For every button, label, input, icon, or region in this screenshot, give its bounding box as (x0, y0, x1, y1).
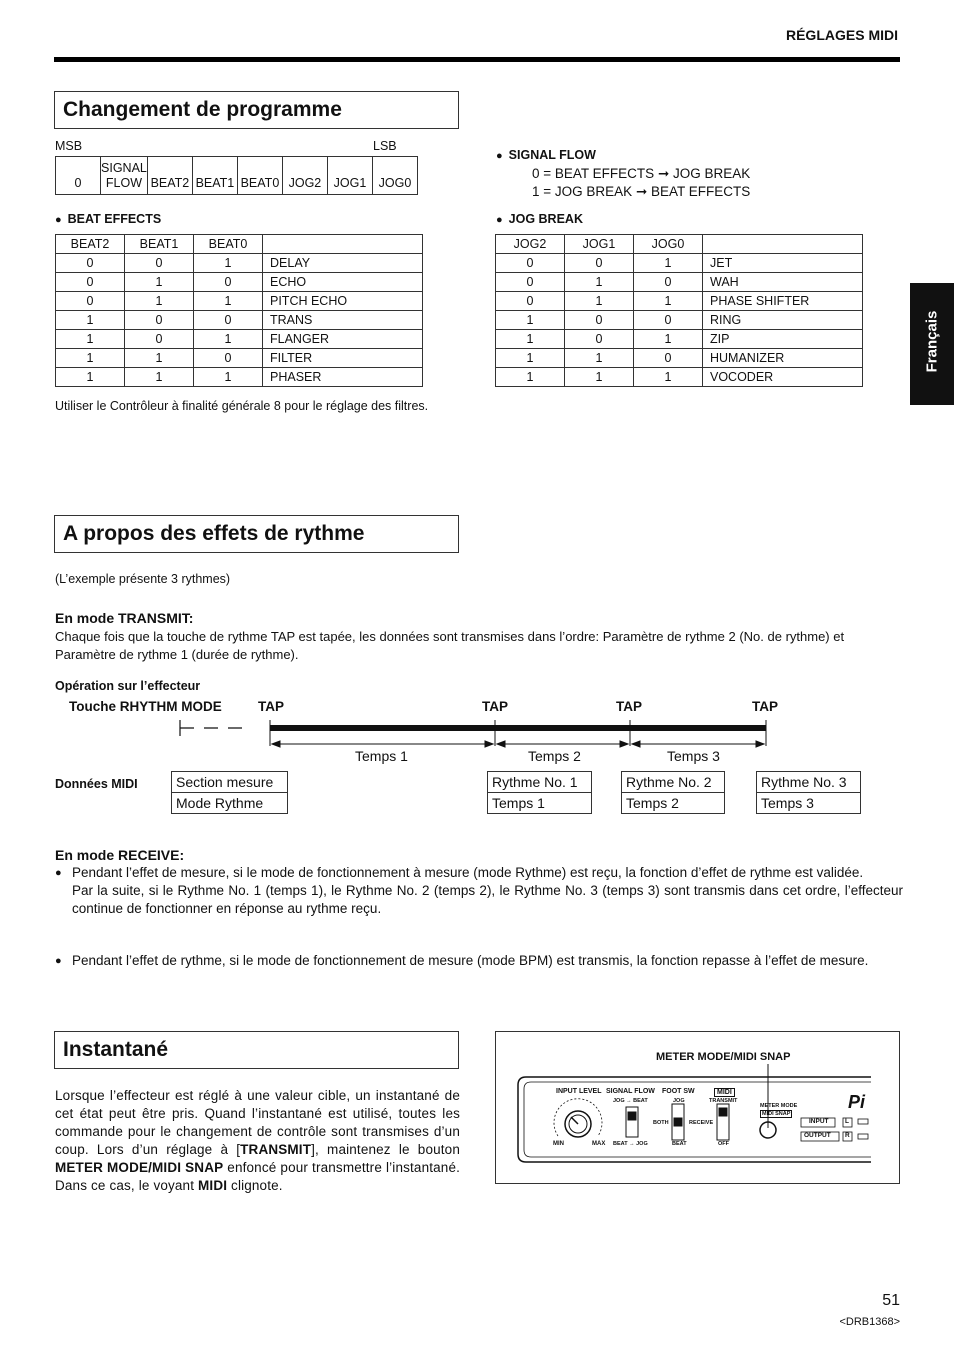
effect-name-cell: ECHO (263, 273, 423, 292)
table-row (496, 292, 863, 311)
bit-value-cell: 1 (634, 330, 703, 349)
beat_effects-header-cell (263, 235, 423, 254)
bit-value-cell: 1 (194, 368, 263, 387)
effect-name-cell: ZIP (703, 330, 863, 349)
bit-value-cell: 1 (565, 349, 634, 368)
bit-value-cell: 1 (565, 292, 634, 311)
bit-value-cell: 0 (634, 349, 703, 368)
table-row (56, 368, 423, 387)
midi-data-label: Données MIDI (55, 777, 138, 791)
language-tab-label: Français (923, 310, 941, 373)
panel-max: MAX (592, 1141, 606, 1147)
table-row (496, 330, 863, 349)
bit-value-cell: 0 (194, 311, 263, 330)
table-row (496, 311, 863, 330)
bit-value-cell: 0 (125, 330, 194, 349)
bit-value-cell: 0 (125, 311, 194, 330)
panel-off: OFF (718, 1141, 729, 1147)
section-title-rhythm: A propos des effets de rythme (54, 515, 459, 553)
arrow-right-icon: ➞ (657, 166, 670, 181)
bit-value-cell: 0 (565, 254, 634, 273)
bit-value-cell: 0 (56, 292, 125, 311)
receive-bullet-2: ● Pendant l’effet de rythme, si le mode de fonctionnement de mesure (mode BPM) est transmis, la fonction repasse à l’effet de mesure. (55, 953, 869, 968)
transmit-text: Chaque fois que la touche de rythme TAP est tapée, les données sont transmises dans l’ordre: Paramètre de rythme 2 (No. de rythme) et Paramètre de rythme 1 (durée de rythme). (55, 629, 845, 662)
bit-signal-flow: SIGNAL FLOW (101, 157, 148, 195)
beat-effects-table (55, 234, 423, 387)
bit-7: 0 (56, 157, 101, 195)
lsb-label: LSB (373, 139, 397, 153)
jog_break-header-cell: JOG1 (565, 235, 634, 254)
bit-value-cell: 0 (125, 254, 194, 273)
panel-input: INPUT (809, 1118, 829, 1125)
bit-jog0: JOG0 (372, 157, 417, 195)
effect-name-cell: PITCH ECHO (263, 292, 423, 311)
bit-value-cell: 1 (56, 311, 125, 330)
panel-caption: METER MODE/MIDI SNAP (656, 1051, 791, 1063)
bit-value-cell: 0 (634, 311, 703, 330)
signal-flow-heading: ● SIGNAL FLOW (496, 148, 596, 162)
program-bit-table (55, 156, 418, 195)
receive-heading: En mode RECEIVE: (55, 847, 185, 863)
foot-sw-switch (672, 1104, 684, 1140)
table-row (56, 330, 423, 349)
section-title-program-change: Changement de programme (54, 91, 459, 129)
jog_break-header-cell (703, 235, 863, 254)
panel-both: BOTH (653, 1120, 669, 1126)
bit-value-cell: 0 (56, 254, 125, 273)
table-row (496, 273, 863, 292)
panel-l: L (845, 1118, 849, 1125)
bit-value-cell: 0 (496, 254, 565, 273)
beat_effects-header-row (56, 235, 423, 254)
bit-beat1: BEAT1 (192, 157, 237, 195)
effect-name-cell: RING (703, 311, 863, 330)
panel-transmit: TRANSMIT (709, 1098, 738, 1104)
bit-jog1: JOG1 (327, 157, 372, 195)
temps-label-2: Temps 2 (528, 748, 581, 764)
filter-note: Utiliser le Contrôleur à finalité générale 8 pour le réglage des filtres. (55, 399, 429, 413)
receive-bullet-1: ● Pendant l’effet de mesure, si le mode de fonctionnement à mesure (mode Rythme) est reçu, la fonction d’effet de rythme est validée. Par la suite, si le Rythme No. 1 (temps 1), le Rythme No. 2 (temps 2), le Rythme No. 3 (temps 3) sont transmis dans cet ordre, l’effecteur continue de fonctionner en réponse au rythme reçu. (55, 865, 903, 916)
tap-label-2: TAP (482, 699, 508, 714)
table-row (56, 273, 423, 292)
midi-box-rhythm-3: Rythme No. 3 Temps 3 (756, 771, 861, 814)
panel-beat: BEAT (672, 1141, 687, 1147)
snapshot-paragraph: Lorsque l’effecteur est réglé à une valeur cible, un instantané de cet état peut être pris. Quand l’instantané est utilisé, toutes les commande pour le changement de contrôle sont transmises d’un coup. Lors d’un réglage à [TRANSMIT], maintenez le bouton METER MODE/MIDI SNAP enfoncé pour transmettre l’instantané. Dans ce cas, le voyant MIDI clignote. (55, 1088, 460, 1193)
effect-name-cell: PHASE SHIFTER (703, 292, 863, 311)
panel-input-level: INPUT LEVEL (556, 1088, 602, 1095)
rhythm-example-note: (L’exemple présente 3 rythmes) (55, 572, 231, 586)
tap-label-4: TAP (752, 699, 778, 714)
table-row (56, 292, 423, 311)
effect-name-cell: PHASER (263, 368, 423, 387)
bit-value-cell: 1 (125, 273, 194, 292)
bit-jog2: JOG2 (282, 157, 327, 195)
bit-value-cell: 0 (565, 311, 634, 330)
bit-value-cell: 1 (634, 254, 703, 273)
table-row (496, 254, 863, 273)
panel-drawing (496, 1032, 899, 1183)
bit-value-cell: 0 (496, 292, 565, 311)
bit-value-cell: 1 (496, 349, 565, 368)
effect-name-cell: JET (703, 254, 863, 273)
effect-name-cell: HUMANIZER (703, 349, 863, 368)
panel-midi-snap: MIDI SNAP (762, 1111, 791, 1117)
jog_break-header-row (496, 235, 863, 254)
panel-brand-logo: Pi (848, 1092, 866, 1112)
beat_effects-header-cell: BEAT0 (194, 235, 263, 254)
bit-value-cell: 1 (496, 368, 565, 387)
table-row (56, 254, 423, 273)
input-level-knob (554, 1099, 602, 1137)
table-row (56, 311, 423, 330)
bit-value-cell: 1 (125, 349, 194, 368)
midi-box-section: Section mesure Mode Rythme (171, 771, 288, 814)
midi-box-rhythm-1: Rythme No. 1 Temps 1 (487, 771, 592, 814)
section-header: RÉGLAGES MIDI (785, 27, 898, 43)
jog-break-heading: ● JOG BREAK (496, 212, 583, 226)
panel-min: MIN (553, 1141, 564, 1147)
language-tab (910, 283, 954, 405)
tap-label-3: TAP (616, 699, 642, 714)
bit-value-cell: 1 (496, 330, 565, 349)
table-row (496, 349, 863, 368)
beat_effects-header-cell: BEAT2 (56, 235, 125, 254)
bit-value-cell: 1 (565, 368, 634, 387)
bit-value-cell: 1 (565, 273, 634, 292)
bit-beat0: BEAT0 (237, 157, 282, 195)
panel-foot-sw: FOOT SW (662, 1088, 695, 1095)
bit-value-cell: 1 (56, 330, 125, 349)
arrow-right-icon: ➞ (635, 184, 648, 199)
jog_break-header-cell: JOG2 (496, 235, 565, 254)
table-row (56, 349, 423, 368)
bit-value-cell: 1 (194, 292, 263, 311)
bit-value-cell: 0 (634, 273, 703, 292)
tap-label-1: TAP (258, 699, 284, 714)
jog-break-table (495, 234, 863, 387)
panel-jog-beat: JOG → BEAT (613, 1098, 648, 1104)
table-row (496, 368, 863, 387)
bit-value-cell: 1 (56, 349, 125, 368)
panel-beat-jog: BEAT → JOG (613, 1141, 648, 1147)
beat_effects-header-cell: BEAT1 (125, 235, 194, 254)
signal-flow-line-0: 0 = BEAT EFFECTS ➞ JOG BREAK (532, 166, 751, 181)
header-rule-thick (54, 57, 900, 62)
effect-name-cell: FLANGER (263, 330, 423, 349)
panel-midi: MIDI (714, 1088, 735, 1097)
bit-value-cell: 1 (634, 368, 703, 387)
bit-value-cell: 1 (194, 330, 263, 349)
front-panel-illustration (495, 1031, 900, 1184)
effect-name-cell: TRANS (263, 311, 423, 330)
msb-label: MSB (55, 139, 83, 153)
page-number: 51 (882, 1292, 900, 1309)
effect-name-cell: VOCODER (703, 368, 863, 387)
signal-flow-line-1: 1 = JOG BREAK ➞ BEAT EFFECTS (532, 184, 751, 199)
jog_break-header-cell: JOG0 (634, 235, 703, 254)
bit-value-cell: 0 (496, 273, 565, 292)
operation-heading: Opération sur l’effecteur (55, 679, 201, 693)
bit-value-cell: 0 (194, 349, 263, 368)
signal-flow-switch (626, 1107, 638, 1137)
panel-meter-mode: METER MODE (760, 1103, 798, 1109)
bit-value-cell: 1 (634, 292, 703, 311)
bit-value-cell: 1 (125, 368, 194, 387)
effect-name-cell: DELAY (263, 254, 423, 273)
temps-label-1: Temps 1 (355, 748, 408, 764)
panel-jog: JOG (673, 1098, 685, 1104)
beat-effects-heading: ● BEAT EFFECTS (55, 212, 161, 226)
bit-value-cell: 1 (496, 311, 565, 330)
bit-value-cell: 1 (56, 368, 125, 387)
effect-name-cell: WAH (703, 273, 863, 292)
bit-value-cell: 1 (125, 292, 194, 311)
rhythm-mode-key-label: Touche RHYTHM MODE (69, 699, 222, 714)
panel-r: R (845, 1132, 850, 1139)
transmit-heading: En mode TRANSMIT: (55, 610, 194, 626)
bit-value-cell: 0 (194, 273, 263, 292)
panel-signal-flow: SIGNAL FLOW (606, 1088, 655, 1095)
bit-value-cell: 0 (56, 273, 125, 292)
document-code: <DRB1368> (839, 1316, 900, 1328)
bit-beat2: BEAT2 (147, 157, 192, 195)
midi-box-rhythm-2: Rythme No. 2 Temps 2 (621, 771, 725, 814)
midi-switch (717, 1104, 729, 1140)
effect-name-cell: FILTER (263, 349, 423, 368)
panel-output: OUTPUT (804, 1132, 831, 1139)
section-title-snapshot: Instantané (54, 1031, 459, 1069)
bit-value-cell: 1 (194, 254, 263, 273)
temps-label-3: Temps 3 (667, 748, 720, 764)
panel-receive: RECEIVE (689, 1120, 714, 1126)
bit-value-cell: 0 (565, 330, 634, 349)
